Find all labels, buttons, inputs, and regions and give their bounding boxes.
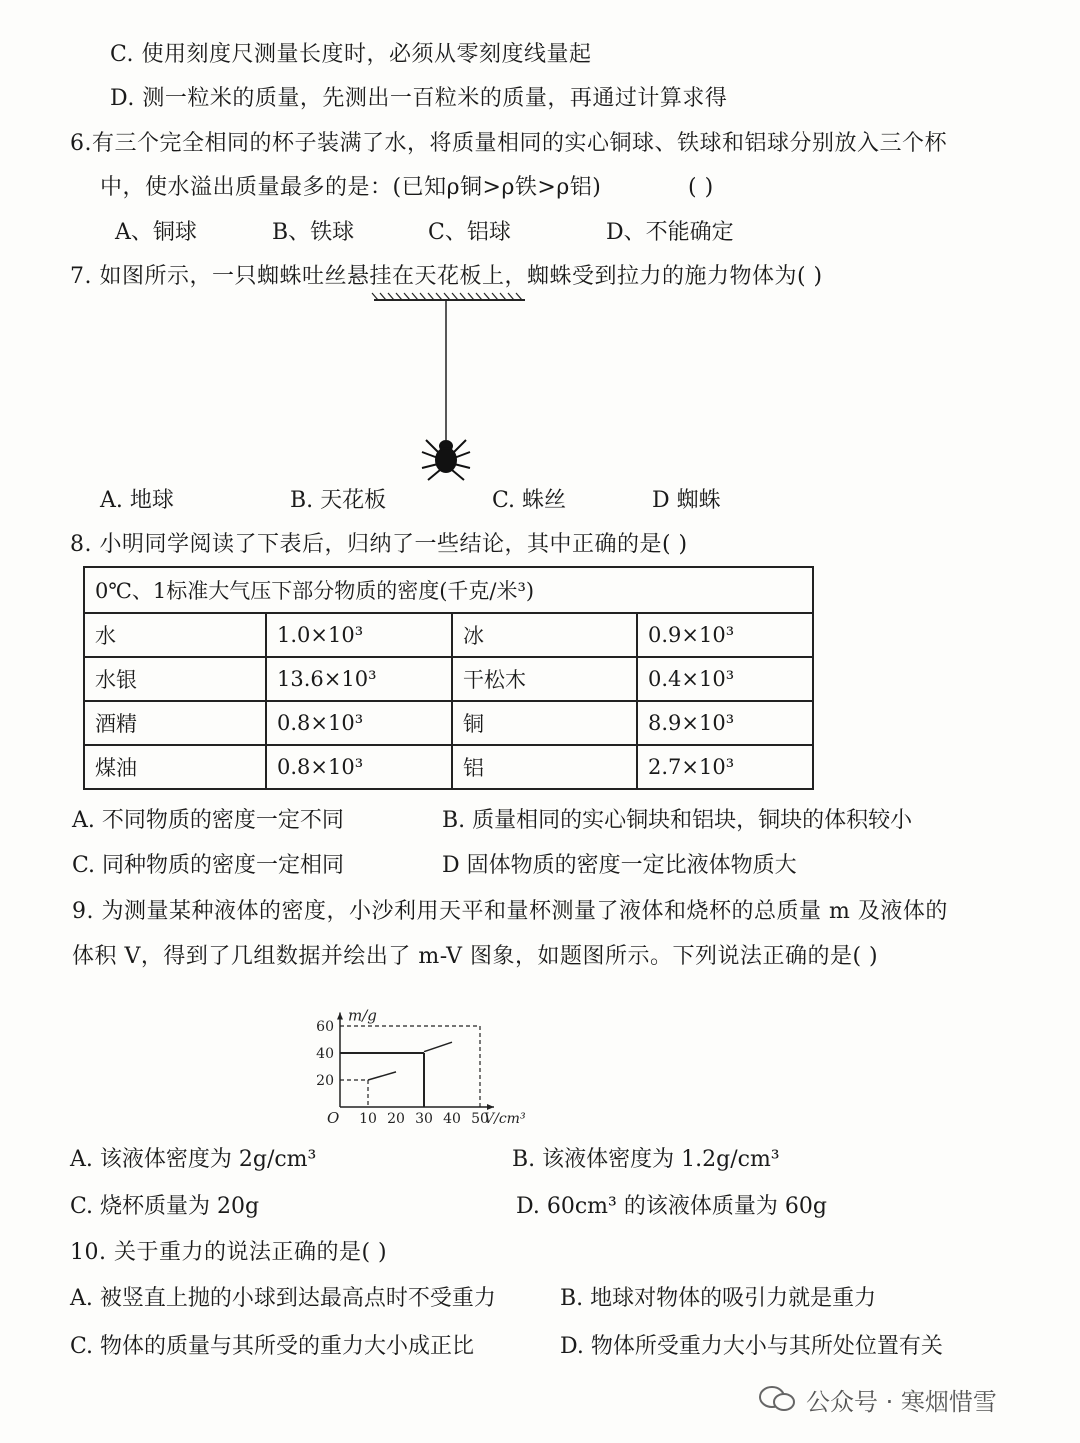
table-cell: 煤油 (84, 745, 266, 789)
q8-option-a: A. 不同物质的密度一定不同 (72, 808, 344, 833)
y-tick-label: 40 (316, 1046, 334, 1062)
table-row (84, 745, 813, 789)
table-cell: 2.7×10³ (637, 745, 813, 789)
q8-option-d: D 固体物质的密度一定比液体物质大 (442, 853, 797, 878)
q8-option-c: C. 同种物质的密度一定相同 (72, 853, 345, 878)
table-row (84, 613, 813, 657)
table-row (84, 701, 813, 745)
x-tick-label: 50 (471, 1111, 489, 1127)
table-cell: 1.0×10³ (266, 613, 452, 657)
q7-option-c: C. 蛛丝 (492, 488, 567, 513)
x-tick-label: 30 (415, 1111, 433, 1127)
density-table (83, 566, 814, 790)
table-row (84, 657, 813, 701)
x-tick-label: 40 (443, 1111, 461, 1127)
q10-option-a: A. 被竖直上抛的小球到达最高点时不受重力 (70, 1286, 496, 1311)
table-cell: 水银 (84, 657, 266, 701)
x-axis-arrow (487, 1104, 494, 1110)
watermark-text: 公众号 · 寒烟惜雪 (806, 1388, 997, 1416)
q8-option-b: B. 质量相同的实心铜块和铝块，铜块的体积较小 (442, 808, 913, 833)
q9-option-c: C. 烧杯质量为 20g (70, 1194, 260, 1219)
spider-figure (360, 290, 540, 490)
q7-option-a: A. 地球 (100, 488, 174, 513)
table-cell: 0.8×10³ (266, 745, 452, 789)
spider-icon (422, 440, 470, 480)
x-axis-label: V/cm³ (484, 1111, 526, 1127)
q10-option-d: D. 物体所受重力大小与其所处位置有关 (560, 1334, 943, 1359)
table-cell: 冰 (452, 613, 637, 657)
q10-stem: 10. 关于重力的说法正确的是( ) (70, 1240, 388, 1265)
x-tick-label: 10 (359, 1111, 377, 1127)
table-cell: 铝 (452, 745, 637, 789)
q5-option-d: D. 测一粒米的质量，先测出一百粒米的质量，再通过计算求得 (110, 86, 728, 111)
data-segment-1 (368, 1072, 396, 1080)
wechat-icon (758, 1384, 798, 1414)
q6-option-a: A、铜球 (115, 220, 197, 245)
origin-label: O (327, 1109, 340, 1127)
q5-option-c: C. 使用刻度尺测量长度时，必须从零刻度线量起 (110, 42, 592, 67)
table-cell: 水 (84, 613, 266, 657)
q9-stem-line2: 体积 V，得到了几组数据并绘出了 m-V 图象，如题图所示。下列说法正确的是( ) (72, 944, 879, 969)
q6-stem-line1: 6.有三个完全相同的杯子装满了水，将质量相同的实心铜球、铁球和铝球分别放入三个杯 (70, 131, 947, 156)
q7-option-d: D 蜘蛛 (652, 488, 721, 513)
x-tick-label: 20 (387, 1111, 405, 1127)
table-header-row (84, 567, 813, 613)
table-cell: 0.4×10³ (637, 657, 813, 701)
y-tick-label: 60 (316, 1019, 334, 1035)
q10-option-c: C. 物体的质量与其所受的重力大小成正比 (70, 1334, 475, 1359)
table-cell: 酒精 (84, 701, 266, 745)
ceiling-icon (372, 293, 525, 300)
q10-option-b: B. 地球对物体的吸引力就是重力 (560, 1286, 877, 1311)
table-cell: 干松木 (452, 657, 637, 701)
q8-stem: 8. 小明同学阅读了下表后，归纳了一些结论，其中正确的是( ) (70, 532, 688, 557)
y-axis-label: m/g (348, 1006, 377, 1025)
table-cell: 0.8×10³ (266, 701, 452, 745)
q6-option-d: D、不能确定 (606, 220, 734, 245)
y-axis-arrow (337, 1013, 343, 1020)
table-cell: 铜 (452, 701, 637, 745)
table-title: 0℃、1标准大气压下部分物质的密度(千克/米³) (84, 567, 813, 613)
y-tick-label: 20 (316, 1073, 334, 1089)
q6-option-b: B、铁球 (272, 220, 355, 245)
q6-answer-paren: ( ) (688, 175, 714, 200)
table-cell: 8.9×10³ (637, 701, 813, 745)
q9-option-d: D. 60cm³ 的该液体质量为 60g (516, 1194, 827, 1219)
q7-stem: 7. 如图所示，一只蜘蛛吐丝悬挂在天花板上，蜘蛛受到拉力的施力物体为( ) (70, 264, 823, 289)
q6-stem-line2: 中，使水溢出质量最多的是：(已知ρ铜>ρ铁>ρ铝) (100, 175, 602, 200)
q9-option-a: A. 该液体密度为 2g/cm³ (70, 1147, 317, 1172)
q9-stem-line1: 9. 为测量某种液体的密度，小沙利用天平和量杯测量了液体和烧杯的总质量 m 及液体的 (72, 899, 948, 924)
q9-option-b: B. 该液体密度为 1.2g/cm³ (512, 1147, 780, 1172)
table-cell: 13.6×10³ (266, 657, 452, 701)
data-segment-2 (424, 1042, 452, 1051)
q6-option-c: C、铝球 (428, 220, 511, 245)
table-cell: 0.9×10³ (637, 613, 813, 657)
q7-option-b: B. 天花板 (290, 488, 387, 513)
mv-chart (300, 985, 560, 1135)
